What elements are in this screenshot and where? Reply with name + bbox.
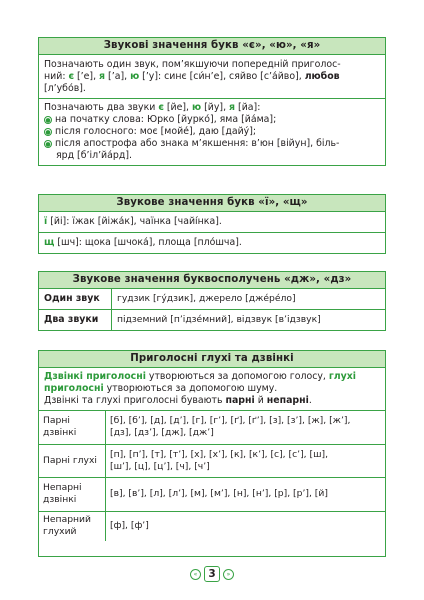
list-item: ● на початку слова: Юрко [йурко́], яма [йа́ма]; (45, 114, 277, 125)
row-value: гудзик [гу́дзик], джерело [дже́ре́ло] (112, 289, 386, 310)
row-label: Парні глухі (39, 444, 106, 477)
section-title: Звукові значення букв «є», «ю», «я» (39, 38, 385, 55)
two-sounds-rule (39, 99, 385, 165)
section-title: Звукове значення букв «ї», «щ» (39, 195, 385, 212)
single-sound-rule (39, 55, 385, 99)
table-row (39, 411, 385, 444)
list-item-continuation: ярд [б’іл’йа́рд]. (56, 150, 132, 161)
row-value: [п], [п’], [т], [т’], [х], [х’], [к], [к’], [с], [с’], [ш], [ш’], [ц], [ц’], [ч], [ч’] (106, 444, 386, 477)
list-item: ● після апострофа або знака м’якшення: в’юн [війун], біль- (45, 138, 340, 149)
letter-row-yi: ї [йі]: їжак [йіжа́к], чаїнка [чайі́нка]. (39, 212, 385, 233)
rule-line: Позначають два звуки є [йе], ю [йу], я [йа]: (44, 102, 261, 113)
list-item: ● після голосного: моє [мойе́], даю [дайу́]; (45, 126, 257, 137)
row-label: Непарні дзвінкі (39, 477, 106, 511)
bullet-icon: ● (45, 129, 51, 136)
rule-line: ний: є [’е], я [’а], ю [’у]: синє [си́н’е], сяйво [с’а́йво], любов (44, 71, 340, 82)
table-row (39, 310, 385, 331)
table-row (39, 511, 385, 541)
row-label: Непарний глухий (39, 511, 106, 541)
row-value: підземний [п’ідзе́мний], відзвук [в’ідзвук] (112, 310, 386, 331)
bullet-icon: ● (45, 141, 51, 148)
row-label: Парні дзвінкі (39, 411, 106, 444)
next-arrow-icon: » (223, 569, 234, 580)
rule-line: [л’убо́в]. (44, 83, 86, 94)
section-vowels-ye-yu-ya (38, 37, 386, 166)
table-row (39, 289, 385, 310)
row-label: Два звуки (39, 310, 112, 331)
section-title: Приголосні глухі та дзвінкі (39, 351, 385, 368)
section-letters-yi-shch (38, 194, 386, 254)
prev-arrow-icon: « (190, 569, 201, 580)
page-number: 3 (204, 566, 220, 582)
section-title: Звукове значення буквосполучень «дж», «дз» (39, 272, 385, 289)
row-value: [ф], [ф’] (106, 511, 386, 541)
section-consonants (38, 350, 386, 557)
row-value: [б], [б’], [д], [д’], [г], [г’], [ґ], [ґ’], [з], [з’], [ж], [ж’], [дз], [дз’], [дж], [дж’] (106, 411, 386, 444)
page-footer (0, 566, 424, 582)
bullet-icon: ● (45, 117, 51, 124)
section-dzh-dz (38, 271, 386, 331)
letter-row-shch: щ [шч]: щока [шчока́], площа [пло́шча]. (44, 237, 242, 248)
dzh-dz-table (39, 289, 385, 330)
table-row (39, 444, 385, 477)
rule-line: Позначають один звук, пом’якшуючи попередній приголос- (44, 59, 341, 70)
consonants-table (39, 411, 385, 541)
table-row (39, 477, 385, 511)
consonants-intro: Дзвінкі приголосні утворюються за допомогою голосу, глухі приголосні утворюються за допомогою шуму. Дзвінкі та глухі приголосні бувають парні й непарні. (39, 368, 385, 411)
row-value: [в], [в’], [л], [л’], [м], [м’], [н], [н’], [р], [р’], [й] (106, 477, 386, 511)
row-label: Один звук (39, 289, 112, 310)
